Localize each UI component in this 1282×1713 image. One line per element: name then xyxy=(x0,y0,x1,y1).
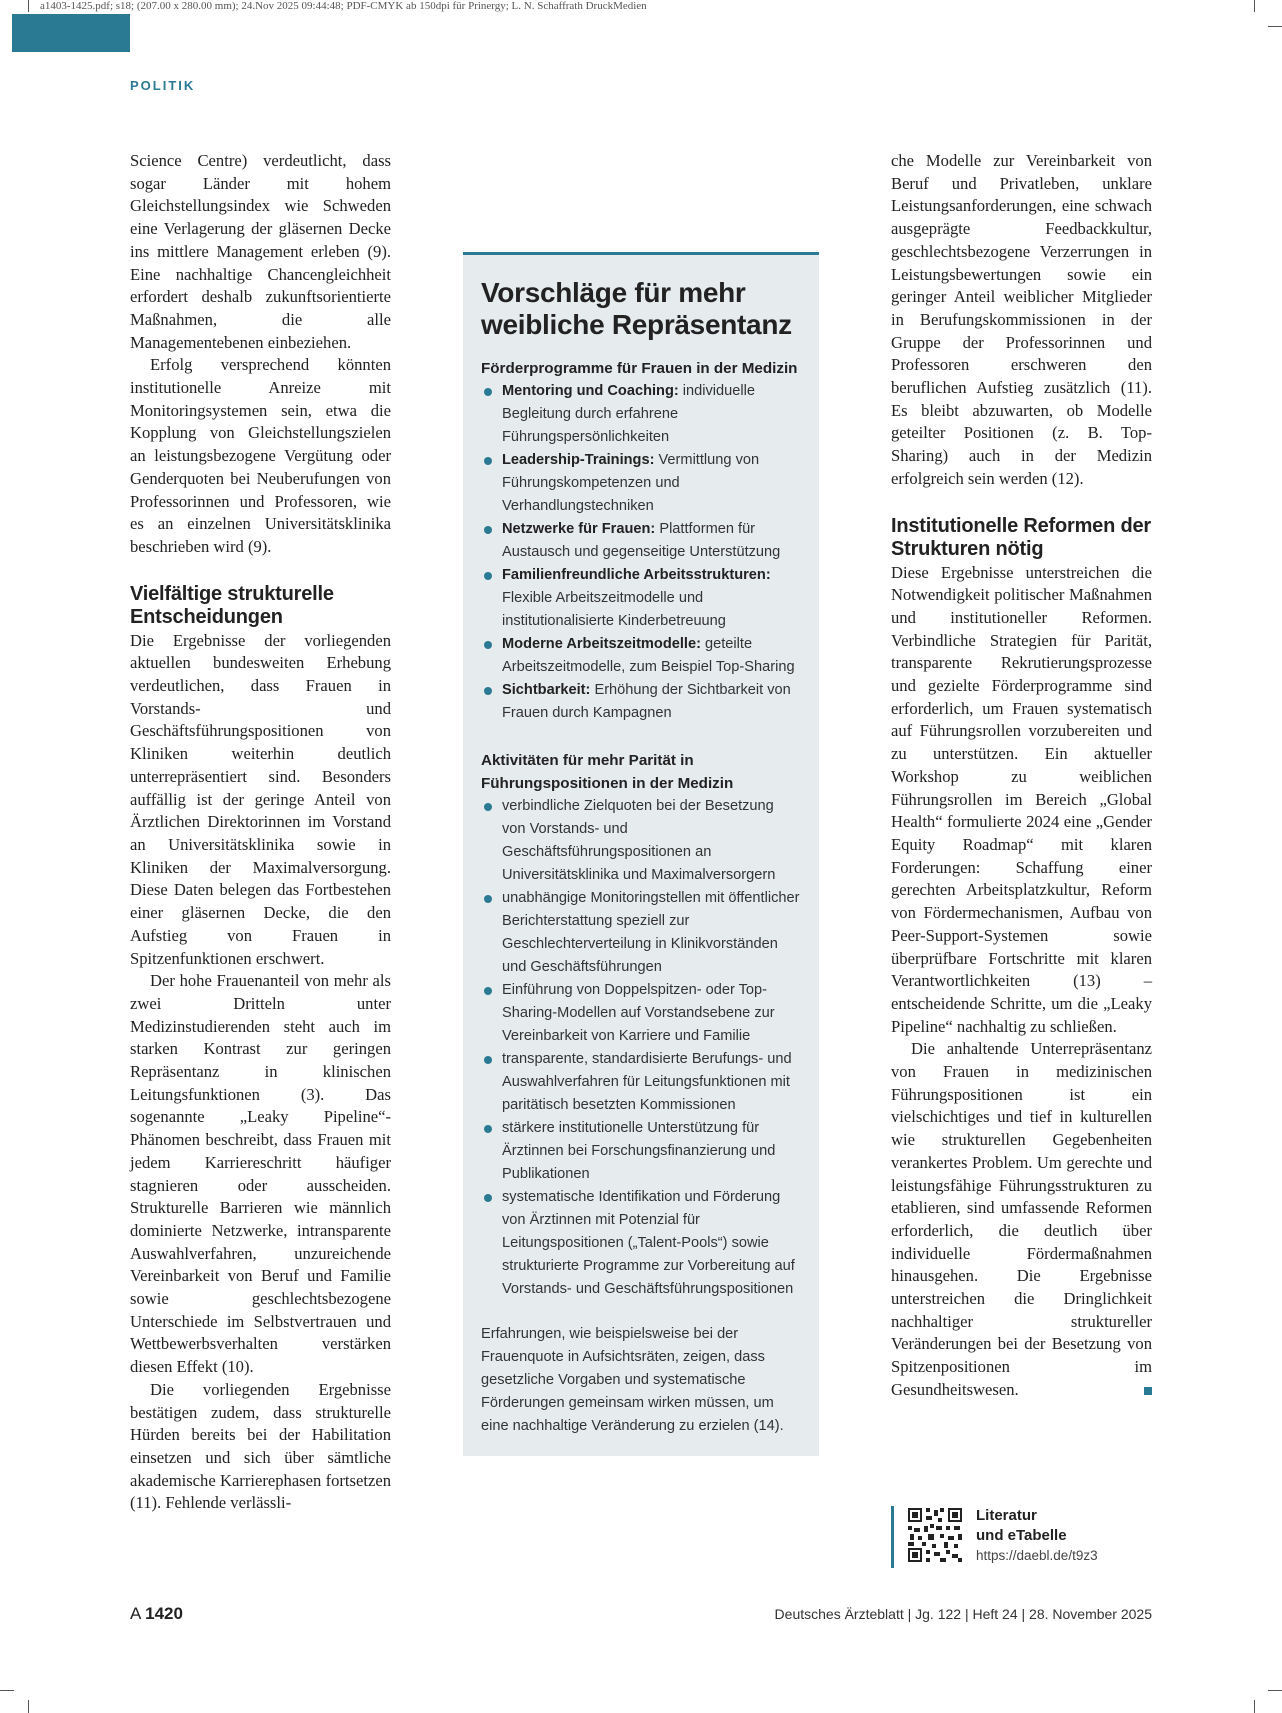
crop-mark xyxy=(0,1690,14,1691)
end-of-article-icon xyxy=(1144,1387,1152,1395)
text-column-left xyxy=(130,150,391,1515)
paragraph: Die Ergebnisse der vorliegenden aktuellen bundesweiten Erhebung verdeutlichen, dass Frauen in Vorstands- und Geschäftsführungspositionen von Kliniken weiterhin deutlich unterrepräsentiert sind. Besonders auffällig ist der geringe Anteil von Ärztlichen Direktorinnen im Vorstand an Universitätsklinika sowie in Kliniken der Maximalversorgung. Diese Daten belegen das Fortbestehen einer gläsernen Decke, die den Aufstieg von Frauen in Spitzenfunktionen erschwert. xyxy=(130,630,391,968)
list-item xyxy=(481,887,801,979)
box-note: Erfahrungen, wie beispielsweise bei der Frauenquote in Aufsichtsräten, zeigen, dass gesetzliche Vorgaben und systematische Förderungen gemeinsam wirken müssen, um eine nachhaltige Veränderung zu erzielen (14). xyxy=(481,1326,784,1434)
section-label: POLITIK xyxy=(130,78,196,93)
item-text: Erhöhung der Sichtbarkeit von Frauen durch Kampagnen xyxy=(502,682,791,721)
item-text: Flexible Arbeitszeitmodelle und institutionalisierte Kinderbetreuung xyxy=(502,590,726,629)
box-subheading: Förderprogramme für Frauen in der Medizin xyxy=(481,360,798,377)
list-item xyxy=(481,633,801,679)
item-text: transparente, standardisierte Berufungs- und Auswahlverfahren für Leitungsfunktionen mit paritätisch besetzten Kommissionen xyxy=(502,1051,792,1113)
item-text: unabhängige Monitoringstellen mit öffentlicher Berichterstattung speziell zur Geschlechterverteilung in Klinikvorständen und Geschäftsführungen xyxy=(502,890,800,975)
page-prefix: A xyxy=(130,1604,141,1623)
item-term: Netzwerke für Frauen: xyxy=(502,521,656,537)
item-text: Vermittlung von Führungskompetenzen und Verhandlungstechniken xyxy=(502,452,760,514)
item-term: Leadership-Trainings: xyxy=(502,452,655,468)
bullet-icon xyxy=(484,526,492,534)
foerder-list xyxy=(481,380,801,725)
bullet-icon xyxy=(484,572,492,580)
literature-text xyxy=(976,1506,1098,1565)
literature-reference[interactable] xyxy=(891,1506,1098,1568)
paragraph: Erfolg versprechend könnten institutionelle Anreize mit Monitoringsystemen sein, etwa die Kopplung von Gleichstellungszielen an leistungsbezogene Vergütung oder Genderquoten bei Neuberufungen von Professorinnen und Professoren, wie es an einzelnen Universitätsklinika beschrieben wird (9). xyxy=(130,355,391,556)
paragraph: Die vorliegenden Ergebnisse bestätigen zudem, dass strukturelle Hürden bereits bei der Habilitation einsetzen und sich über sämtliche akademische Karrierephasen fortsetzen (11). Fehlende verlässli- xyxy=(130,1379,391,1513)
aktivitaeten-list xyxy=(481,795,801,1301)
box-subheading: Aktivitäten für mehr Parität in Führungspositionen in der Medizin xyxy=(481,752,734,792)
list-item xyxy=(481,1048,801,1117)
paragraph xyxy=(891,1038,1152,1401)
page-number-value: 1420 xyxy=(145,1604,183,1623)
literature-link[interactable]: https://daebl.de/t9z3 xyxy=(976,1548,1098,1563)
bullet-icon xyxy=(484,987,492,995)
page-number xyxy=(130,1604,183,1624)
item-term: Sichtbarkeit: xyxy=(502,682,591,698)
bullet-icon xyxy=(484,895,492,903)
paragraph: Diese Ergebnisse unterstreichen die Notwendigkeit politischer Maßnahmen und institutioneller Reformen. Verbindliche Strategien für Parität, transparente Rekrutierungsprozesse und gezielte Förderprogramme sind erforderlich, um Frauen systematisch auf Führungsrollen vorzubereiten und zu unterstützen. Ein aktueller Workshop zu weiblichen Führungsrollen im Bereich „Global Health“ formulierte 2024 eine „Gender Equity Roadmap“ mit klaren Forderungen: Schaffung einer gerechten Arbeitsplatzkultur, Reform von Fördermechanismen, Aufbau von Peer-Support-Systemen sowie überprüfbare Fortschritte mit klaren Verantwortlichkeiten (13) – entscheidende Schritte, um die „Leaky Pipeline“ nachhaltig zu schließen. xyxy=(891,562,1152,1036)
qr-code-icon[interactable] xyxy=(906,1506,964,1564)
paragraph: Science Centre) verdeutlicht, dass sogar Länder mit hohem Gleichstellungsindex wie Schweden eine Verlagerung der gläsernen Decke ins mittlere Management erleben (9). Eine nachhaltige Chancengleichheit erfordert deshalb zukunftsorientierte Maßnahmen, die alle Managementebenen einbeziehen. xyxy=(130,151,391,352)
crop-mark xyxy=(28,1700,29,1713)
list-item xyxy=(481,564,801,633)
paragraph: Der hohe Frauenanteil von mehr als zwei Dritteln unter Medizinstudierenden steht auch im starken Kontrast zur geringen Repräsentanz in klinischen Leitungsfunktionen (3). Das sogenannte „Leaky Pipeline“-Phänomen beschreibt, dass Frauen mit jedem Karriereschritt häufiger stagnieren oder ausscheiden. Strukturelle Barrieren wie männlich dominierte Netzwerke, intransparente Auswahlverfahren, unzureichende Vereinbarkeit von Beruf und Familie sowie geschlechtsbezogene Unterschiede im Selbstvertrauen und Wettbewerbsverhalten verstärken diesen Effekt (10). xyxy=(130,971,391,1377)
crop-mark xyxy=(1254,1700,1255,1713)
item-text: systematische Identifikation und Förderung von Ärztinnen mit Potenzial für Leitungspositionen („Talent-Pools“) sowie strukturierte Programme zur Vorbereitung auf Vorstands- und Geschäftsführungspositionen xyxy=(502,1189,795,1297)
item-term: Mentoring und Coaching: xyxy=(502,383,679,399)
bullet-icon xyxy=(484,1194,492,1202)
item-text: stärkere institutionelle Unterstützung für Ärztinnen bei Forschungsfinanzierung und Publikationen xyxy=(502,1120,776,1182)
item-text: Einführung von Doppelspitzen- oder Top-Sharing-Modellen auf Vorstandsebene zur Vereinbarkeit von Karriere und Familie xyxy=(502,982,775,1044)
list-item xyxy=(481,449,801,518)
text-column-right xyxy=(891,150,1152,1402)
item-text: verbindliche Zielquoten bei der Besetzung von Vorstands- und Geschäftsführungspositionen an Universitätsklinika und Maximalversorgern xyxy=(502,798,776,883)
item-text: geteilte Arbeitszeitmodelle, zum Beispiel Top-Sharing xyxy=(502,636,795,675)
paragraph-text: Die anhaltende Unterrepräsentanz von Frauen in medizinischen Führungspositionen ist ein vielschichtiges und tief in kulturellen wie strukturellen Gegebenheiten verankertes Problem. Um gerechte und leistungsfähige Führungsstrukturen zu etablieren, sind umfassende Reformen erforderlich, die deutlich über individuelle Fördermaßnahmen hinausgehen. Die Ergebnisse unterstreichen die Dringlichkeit nachhaltiger struktureller Veränderungen bei der Besetzung von Spitzenpositionen im Gesundheitswesen. xyxy=(891,1039,1152,1399)
crop-mark xyxy=(1254,0,1255,12)
item-text: individuelle Begleitung durch erfahrene Führungspersönlichkeiten xyxy=(502,383,755,445)
crop-mark xyxy=(1268,26,1282,27)
subheading: Vielfältige strukturelle Entscheidungen xyxy=(130,582,334,628)
list-item xyxy=(481,518,801,564)
list-item xyxy=(481,1186,801,1301)
paragraph: che Modelle zur Vereinbarkeit von Beruf und Privatleben, unklare Leistungsanforderungen, eine schwach ausgeprägte Feedbackkultur, geschlechtsbezogene Verzerrungen in Leistungsbewertungen sowie ein geringer Anteil weiblicher Mitglieder in Berufungskommissionen in der Gruppe der Professorinnen und Professoren erschweren den beruflichen Aufstieg zusätzlich (11). Es bleibt abzuwarten, ob Modelle geteilter Positionen (z. B. Top-Sharing) auch in der Medizin erfolgreich sein werden (12). xyxy=(891,151,1152,488)
crop-mark xyxy=(28,0,29,12)
crop-mark xyxy=(1268,1690,1282,1691)
item-text: Plattformen für Austausch und gegenseitige Unterstützung xyxy=(502,521,781,560)
print-slug: a1403-1425.pdf; s18; (207.00 x 280.00 mm); 24.Nov 2025 09:44:48; PDF-CMYK ab 150dpi für Prinergy; L. N. Schaffrath DruckMedien xyxy=(40,0,647,12)
bullet-icon xyxy=(484,641,492,649)
literature-title: Literatur xyxy=(976,1507,1037,1524)
list-item xyxy=(481,380,801,449)
list-item xyxy=(481,795,801,887)
list-item xyxy=(481,979,801,1048)
bullet-icon xyxy=(484,687,492,695)
subheading: Institutionelle Reformen der Strukturen nötig xyxy=(891,514,1151,560)
bullet-icon xyxy=(484,1125,492,1133)
item-term: Moderne Arbeitszeitmodelle: xyxy=(502,636,701,652)
section-color-tab xyxy=(12,14,130,52)
item-term: Familienfreundliche Arbeitsstrukturen: xyxy=(502,567,771,583)
box-title: Vorschläge für mehr weibliche Repräsentanz xyxy=(481,277,792,340)
info-box xyxy=(463,252,819,1456)
list-item xyxy=(481,1117,801,1186)
bullet-icon xyxy=(484,388,492,396)
literature-title: und eTabelle xyxy=(976,1527,1067,1544)
bullet-icon xyxy=(484,803,492,811)
bullet-icon xyxy=(484,1056,492,1064)
bullet-icon xyxy=(484,457,492,465)
list-item xyxy=(481,679,801,725)
journal-info: Deutsches Ärzteblatt | Jg. 122 | Heft 24 | 28. November 2025 xyxy=(774,1606,1152,1622)
